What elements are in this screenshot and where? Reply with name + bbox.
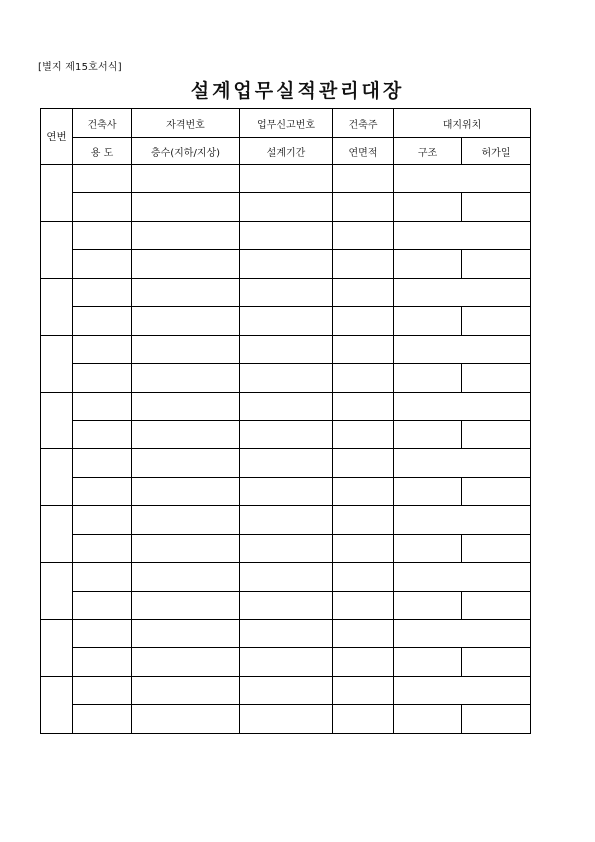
- header-row-2: [41, 138, 531, 165]
- ledger-table: [40, 108, 531, 734]
- record-floors-cell[interactable]: [132, 420, 240, 448]
- record-client-cell[interactable]: [333, 620, 394, 648]
- record-row-bottom: [41, 534, 531, 562]
- record-design-period-cell[interactable]: [240, 477, 333, 505]
- header-architect: 건축사: [73, 109, 132, 138]
- record-report-no-cell[interactable]: [240, 392, 333, 420]
- record-license-no-cell[interactable]: [132, 563, 240, 591]
- record-serial-cell[interactable]: [41, 335, 73, 392]
- record-floor-area-cell[interactable]: [333, 534, 394, 562]
- record-report-no-cell[interactable]: [240, 506, 333, 534]
- record-architect-cell[interactable]: [73, 392, 132, 420]
- record-structure-cell[interactable]: [394, 420, 462, 448]
- record-row-top: [41, 392, 531, 420]
- record-use-cell[interactable]: [73, 591, 132, 619]
- header-site-location: 대지위치: [394, 109, 531, 138]
- record-structure-cell[interactable]: [394, 307, 462, 335]
- record-site-location-cell[interactable]: [394, 563, 531, 591]
- record-structure-cell[interactable]: [394, 705, 462, 734]
- record-permit-date-cell[interactable]: [462, 534, 531, 562]
- record-architect-cell[interactable]: [73, 506, 132, 534]
- record-floor-area-cell[interactable]: [333, 250, 394, 278]
- record-structure-cell[interactable]: [394, 364, 462, 392]
- record-row-top: [41, 506, 531, 534]
- record-design-period-cell[interactable]: [240, 364, 333, 392]
- record-floor-area-cell[interactable]: [333, 591, 394, 619]
- record-design-period-cell[interactable]: [240, 420, 333, 448]
- record-use-cell[interactable]: [73, 705, 132, 734]
- record-architect-cell[interactable]: [73, 221, 132, 249]
- record-structure-cell[interactable]: [394, 591, 462, 619]
- record-row-bottom: [41, 193, 531, 221]
- record-design-period-cell[interactable]: [240, 307, 333, 335]
- record-client-cell[interactable]: [333, 676, 394, 704]
- record-site-location-cell[interactable]: [394, 392, 531, 420]
- record-row-bottom: [41, 307, 531, 335]
- record-report-no-cell[interactable]: [240, 165, 333, 193]
- record-row-top: [41, 563, 531, 591]
- record-permit-date-cell[interactable]: [462, 591, 531, 619]
- record-client-cell[interactable]: [333, 392, 394, 420]
- record-license-no-cell[interactable]: [132, 335, 240, 363]
- record-report-no-cell[interactable]: [240, 449, 333, 477]
- record-architect-cell[interactable]: [73, 165, 132, 193]
- record-use-cell[interactable]: [73, 420, 132, 448]
- record-floor-area-cell[interactable]: [333, 193, 394, 221]
- record-floor-area-cell[interactable]: [333, 477, 394, 505]
- record-floor-area-cell[interactable]: [333, 307, 394, 335]
- record-structure-cell[interactable]: [394, 477, 462, 505]
- record-client-cell[interactable]: [333, 165, 394, 193]
- record-architect-cell[interactable]: [73, 278, 132, 306]
- record-row-bottom: [41, 250, 531, 278]
- record-use-cell[interactable]: [73, 364, 132, 392]
- record-permit-date-cell[interactable]: [462, 250, 531, 278]
- header-row-1: [41, 109, 531, 138]
- record-site-location-cell[interactable]: [394, 221, 531, 249]
- record-report-no-cell[interactable]: [240, 335, 333, 363]
- record-site-location-cell[interactable]: [394, 278, 531, 306]
- record-serial-cell[interactable]: [41, 449, 73, 506]
- ledger-body: [41, 165, 531, 734]
- record-use-cell[interactable]: [73, 534, 132, 562]
- record-serial-cell[interactable]: [41, 506, 73, 563]
- record-report-no-cell[interactable]: [240, 278, 333, 306]
- record-license-no-cell[interactable]: [132, 165, 240, 193]
- record-floors-cell[interactable]: [132, 591, 240, 619]
- record-floor-area-cell[interactable]: [333, 364, 394, 392]
- record-report-no-cell[interactable]: [240, 620, 333, 648]
- record-permit-date-cell[interactable]: [462, 307, 531, 335]
- record-site-location-cell[interactable]: [394, 165, 531, 193]
- record-design-period-cell[interactable]: [240, 193, 333, 221]
- record-architect-cell[interactable]: [73, 449, 132, 477]
- record-floors-cell[interactable]: [132, 534, 240, 562]
- record-site-location-cell[interactable]: [394, 335, 531, 363]
- record-client-cell[interactable]: [333, 335, 394, 363]
- record-use-cell[interactable]: [73, 307, 132, 335]
- header-use: 용 도: [73, 138, 132, 165]
- header-floor-area: 연면적: [333, 138, 394, 165]
- record-row-bottom: [41, 364, 531, 392]
- record-client-cell[interactable]: [333, 506, 394, 534]
- record-row-bottom: [41, 648, 531, 676]
- record-row-top: [41, 165, 531, 193]
- record-serial-cell[interactable]: [41, 620, 73, 677]
- record-license-no-cell[interactable]: [132, 278, 240, 306]
- header-license-no: 자격번호: [132, 109, 240, 138]
- record-permit-date-cell[interactable]: [462, 705, 531, 734]
- header-floors: 층수(지하/지상): [132, 138, 240, 165]
- record-license-no-cell[interactable]: [132, 221, 240, 249]
- record-design-period-cell[interactable]: [240, 705, 333, 734]
- record-row-top: [41, 620, 531, 648]
- record-architect-cell[interactable]: [73, 676, 132, 704]
- record-design-period-cell[interactable]: [240, 534, 333, 562]
- record-floors-cell[interactable]: [132, 307, 240, 335]
- record-site-location-cell[interactable]: [394, 620, 531, 648]
- record-use-cell[interactable]: [73, 250, 132, 278]
- record-row-top: [41, 221, 531, 249]
- record-license-no-cell[interactable]: [132, 392, 240, 420]
- record-report-no-cell[interactable]: [240, 221, 333, 249]
- record-client-cell[interactable]: [333, 221, 394, 249]
- record-floors-cell[interactable]: [132, 705, 240, 734]
- record-floors-cell[interactable]: [132, 250, 240, 278]
- header-design-period: 설계기간: [240, 138, 333, 165]
- record-structure-cell[interactable]: [394, 648, 462, 676]
- record-use-cell[interactable]: [73, 193, 132, 221]
- record-design-period-cell[interactable]: [240, 591, 333, 619]
- header-permit-date: 허가일: [462, 138, 531, 165]
- record-client-cell[interactable]: [333, 563, 394, 591]
- record-client-cell[interactable]: [333, 449, 394, 477]
- record-permit-date-cell[interactable]: [462, 364, 531, 392]
- record-serial-cell[interactable]: [41, 676, 73, 733]
- record-design-period-cell[interactable]: [240, 648, 333, 676]
- form-label: [별지 제15호서식]: [38, 62, 122, 73]
- record-floors-cell[interactable]: [132, 193, 240, 221]
- record-row-bottom: [41, 477, 531, 505]
- record-floor-area-cell[interactable]: [333, 648, 394, 676]
- record-structure-cell[interactable]: [394, 193, 462, 221]
- record-permit-date-cell[interactable]: [462, 420, 531, 448]
- record-serial-cell[interactable]: [41, 221, 73, 278]
- record-structure-cell[interactable]: [394, 534, 462, 562]
- record-floors-cell[interactable]: [132, 477, 240, 505]
- record-serial-cell[interactable]: [41, 563, 73, 620]
- record-report-no-cell[interactable]: [240, 676, 333, 704]
- record-architect-cell[interactable]: [73, 620, 132, 648]
- record-use-cell[interactable]: [73, 648, 132, 676]
- record-permit-date-cell[interactable]: [462, 477, 531, 505]
- record-row-top: [41, 449, 531, 477]
- record-license-no-cell[interactable]: [132, 449, 240, 477]
- record-floor-area-cell[interactable]: [333, 705, 394, 734]
- record-design-period-cell[interactable]: [240, 250, 333, 278]
- header-serial: 연번: [41, 109, 73, 165]
- record-row-bottom: [41, 591, 531, 619]
- record-site-location-cell[interactable]: [394, 449, 531, 477]
- record-structure-cell[interactable]: [394, 250, 462, 278]
- record-permit-date-cell[interactable]: [462, 193, 531, 221]
- header-report-no: 업무신고번호: [240, 109, 333, 138]
- record-license-no-cell[interactable]: [132, 506, 240, 534]
- record-floor-area-cell[interactable]: [333, 420, 394, 448]
- record-permit-date-cell[interactable]: [462, 648, 531, 676]
- record-use-cell[interactable]: [73, 477, 132, 505]
- page-title: 설계업무실적관리대장: [190, 80, 405, 102]
- record-license-no-cell[interactable]: [132, 620, 240, 648]
- record-row-bottom: [41, 705, 531, 734]
- header-client: 건축주: [333, 109, 394, 138]
- record-row-top: [41, 278, 531, 306]
- record-architect-cell[interactable]: [73, 563, 132, 591]
- record-row-top: [41, 335, 531, 363]
- record-row-bottom: [41, 420, 531, 448]
- record-report-no-cell[interactable]: [240, 563, 333, 591]
- record-client-cell[interactable]: [333, 278, 394, 306]
- record-serial-cell[interactable]: [41, 278, 73, 335]
- record-license-no-cell[interactable]: [132, 676, 240, 704]
- record-site-location-cell[interactable]: [394, 506, 531, 534]
- header-structure: 구조: [394, 138, 462, 165]
- record-site-location-cell[interactable]: [394, 676, 531, 704]
- record-serial-cell[interactable]: [41, 392, 73, 449]
- record-serial-cell[interactable]: [41, 165, 73, 222]
- record-floors-cell[interactable]: [132, 364, 240, 392]
- record-architect-cell[interactable]: [73, 335, 132, 363]
- record-floors-cell[interactable]: [132, 648, 240, 676]
- record-row-top: [41, 676, 531, 704]
